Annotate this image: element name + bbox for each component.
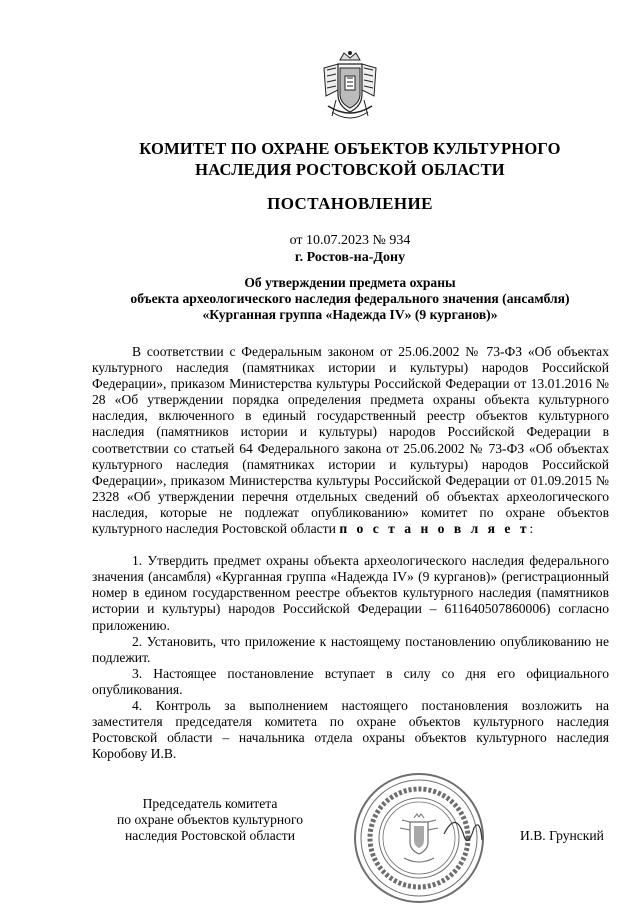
document-date-number-block <box>60 232 640 266</box>
subject-line-1: Об утверждении предмета охраны <box>244 275 456 290</box>
item-1: 1. Утвердить предмет охраны объекта археологического наследия федерального значения (ансамбля) «Курганная группа «Надежда IV» (9 курганов)» (регистрационный номер в едином государственном реестре объектов культурного наследия (памятников истории и культуры) народов Российской Федерации – 611640507860006) согласно приложению. <box>92 553 609 633</box>
item-4: 4. Контроль за выполнением настоящего постановления возложить на заместителя председателя комитета по охране объектов культурного наследия Ростовской области – начальника отдела охраны объектов культурного наследия Коробову И.В. <box>92 697 609 762</box>
decree-word: п о с т а н о в л я е т <box>339 521 530 537</box>
organization-name <box>60 138 640 180</box>
document-subject <box>60 275 640 323</box>
signatory-position <box>100 796 320 844</box>
official-seal-icon <box>344 770 494 906</box>
decree-colon: : <box>529 521 534 537</box>
city: г. Ростов-на-Дону <box>294 250 406 265</box>
signatory-name: И.В. Грунский <box>520 828 604 843</box>
subject-line-2: объекта археологического наследия федерального значения (ансамбля) <box>130 291 570 306</box>
document-body <box>92 344 609 762</box>
coat-of-arms-icon <box>318 50 382 126</box>
position-line-3: наследия Ростовской области <box>125 828 295 844</box>
item-3: 3. Настоящее постановление вступает в силу со дня его официального опубликования. <box>92 665 609 697</box>
org-line-2: НАСЛЕДИЯ РОСТОВСКОЙ ОБЛАСТИ <box>195 160 505 179</box>
position-line-2: по охране объектов культурного <box>116 812 304 828</box>
subject-line-3: «Курганная группа «Надежда IV» (9 курганов)» <box>202 307 498 322</box>
org-line-1: КОМИТЕТ ПО ОХРАНЕ ОБЪЕКТОВ КУЛЬТУРНОГО <box>139 139 561 158</box>
date-number: от 10.07.2023 № 934 <box>289 233 411 248</box>
preamble-paragraph <box>92 344 609 537</box>
preamble-text: В соответствии с Федеральным законом от 25.06.2002 № 73-ФЗ «Об объектах культурного наследия (памятниках истории и культуры) народов Российской Федерации», приказом Министерства культуры Российской Федерации от 13.01.2016 № 28 «Об утверждении порядка определения предмета охраны объекта культурного наследия, включенного в единый государственный реестр объектов культурного наследия (памятников истории и культуры) народов Российской Федерации в соответствии со статьей 64 Федерального закона от 25.06.2002 № 73-ФЗ «Об объектах культурного наследия (памятниках истории и культуры) народов Российской Федерации», приказом Министерства культуры Российской Федерации от 01.09.2015 № 2328 «Об утверждении перечня отдельных сведений об объектах археологического наследия, которые не подлежат опубликованию» комитет по охране объектов культурного наследия Ростовской области <box>92 344 609 537</box>
position-line-1: Председатель комитета <box>142 796 278 811</box>
item-2: 2. Установить, что приложение к настоящему постановлению опубликованию не подлежит. <box>92 633 609 665</box>
document-type: ПОСТАНОВЛЕНИЕ <box>267 194 433 213</box>
